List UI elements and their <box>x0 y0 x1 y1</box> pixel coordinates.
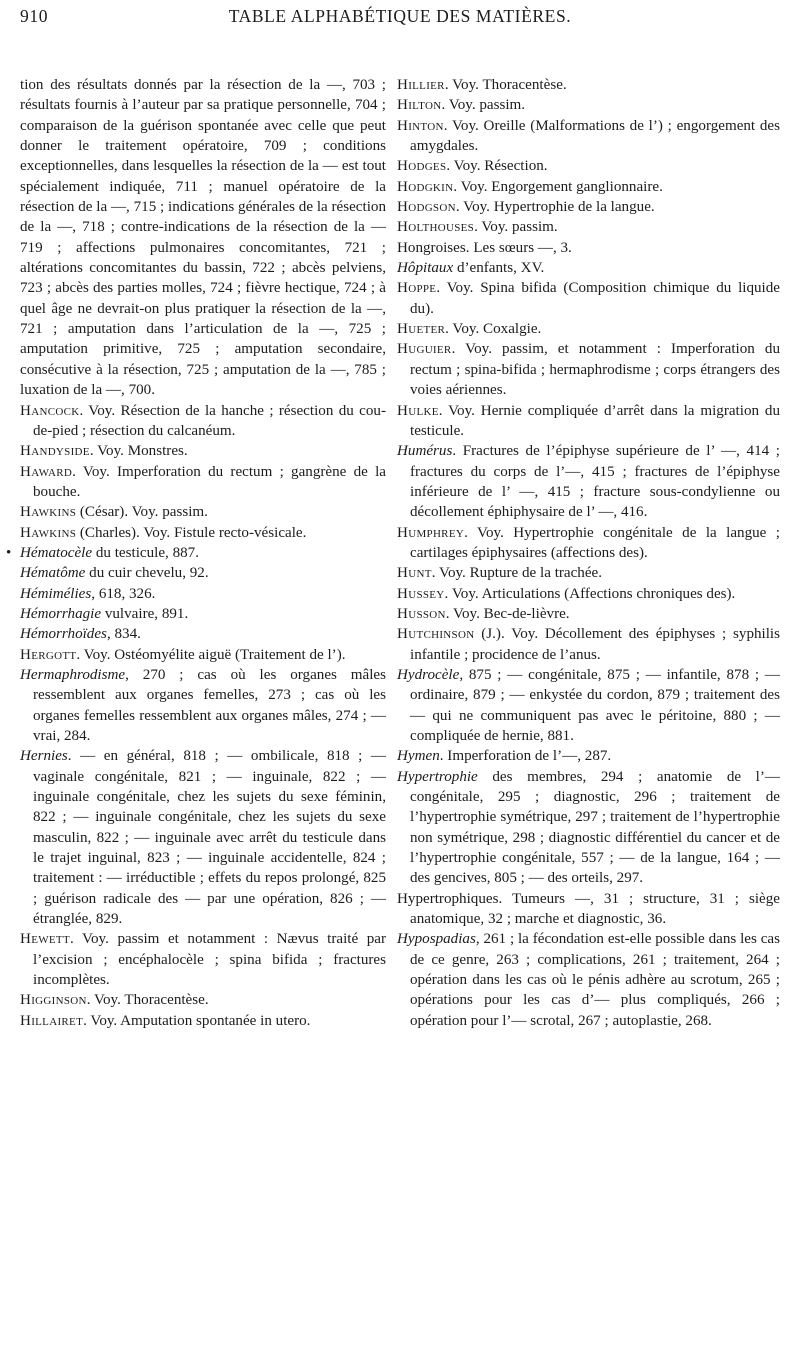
entry-heading: Hawkins <box>20 524 77 541</box>
index-entry <box>20 563 386 583</box>
entry-text: . Voy. Thoracentèse. <box>86 992 209 1009</box>
entry-text: . Voy. Coxalgie. <box>445 321 542 338</box>
entry-heading: Hutchinson <box>397 626 475 643</box>
entry-text: . Fractures de l’épiphyse supérieure de l’ —, 414 ; fractures du corps de l’—, 415 ; fractures de l’épiphyse inférieure de l’ —, 415 ; fracture sous-condylienne ou décollement éphiphysaire de l’ —, 416. <box>410 443 780 521</box>
index-entry <box>20 665 386 746</box>
entry-heading: Hypospadias <box>397 931 476 948</box>
index-entry <box>397 767 780 889</box>
index-entry <box>20 746 386 929</box>
entry-text: (César). Voy. passim. <box>76 504 208 521</box>
index-entry <box>397 401 780 442</box>
entry-heading: Hunt <box>397 565 432 582</box>
entry-text: . Voy. Articulations (Affections chroniques des). <box>444 585 736 602</box>
page-header <box>20 6 780 32</box>
index-entry <box>20 990 386 1010</box>
index-entry <box>397 217 780 237</box>
entry-text: (J.). Voy. Décollement des épiphyses ; syphilis infantile ; procidence de l’anus. <box>410 626 780 663</box>
entry-text: tion des résultats donnés par la résection de la —, 703 ; résultats fournis à l’auteur par sa pratique personnelle, 704 ; comparaison de la guérison spontanée avec celle que peut donner le traitement opératoire, 709 ; conditions exceptionnelles, dans lesquelles la résection de la — est tout spécialement indiquée, 711 ; manuel opératoire de la résection de la —, 715 ; indications générales de la résection de la —, 718 ; contre-indications de la résection de la — 719 ; affections pulmonaires concomitantes, 721 ; altérations concomitantes du bassin, 722 ; abcès pelviens, 723 ; abcès des parties molles, 724 ; fièvre hectique, 724 ; à quel âge ne devrait-on plus pratiquer la résection de la —, 721 ; amputation dans l’articulation de la —, 725 ; amputation primitive, 725 ; amputation secondaire, consécutive à la résection, 725 ; amputation de la —, 785 ; luxation de la —, 700. <box>20 77 386 399</box>
index-entry <box>397 624 780 665</box>
index-entry <box>20 1011 386 1031</box>
entry-text: . Voy. Monstres. <box>89 443 188 460</box>
entry-text: . Les sœurs —, 3. <box>465 239 572 256</box>
index-entry <box>397 339 780 400</box>
entry-heading: Hématocèle <box>20 544 93 561</box>
entry-text: des membres, 294 ; anatomie de l’— congénitale, 295 ; diagnostic, 296 ; traitement de l’hypertrophie symétrique, 297 ; traitement de l’hypertrophie non symétrique, 298 ; diagnostic différentiel du cancer et de l’hypertrophie congénitale, 557 ; — de la langue, 164 ; — des gencives, 805 ; — des orteils, 297. <box>410 768 780 887</box>
entry-heading: Huguier <box>397 341 452 358</box>
entry-text: . Voy. passim, et notamment : Imperforation du rectum ; spina-bifida ; hermaphrodisme ; corps étrangers des voies aériennes. <box>410 341 780 399</box>
entry-heading: Hergott <box>20 646 77 663</box>
index-entry <box>20 584 386 604</box>
entry-heading: Hilton <box>397 97 442 114</box>
entry-heading: Hussey <box>397 585 445 602</box>
entry-text: . Voy. Thoracentèse. <box>444 77 567 93</box>
entry-text: . Voy. Résection. <box>446 158 548 175</box>
index-entry <box>20 462 386 503</box>
entry-heading: Hodgson <box>397 199 456 216</box>
entry-heading: Hémorrhagie <box>20 605 102 622</box>
entry-text: . Voy. Oreille (Malformations de l’) ; engorgement des amygdales. <box>410 117 780 155</box>
entry-text: du cuir chevelu, 92. <box>85 565 209 582</box>
index-entry <box>397 929 780 1031</box>
index-column-left <box>6 75 386 1031</box>
entry-heading: Hermaphrodisme <box>20 666 126 683</box>
index-entry <box>397 441 780 522</box>
entry-text: d’enfants, XV. <box>453 260 545 277</box>
index-entry <box>20 604 386 624</box>
entry-text: . Voy. passim. <box>474 219 558 236</box>
index-entry <box>397 238 780 258</box>
index-entry <box>397 584 780 604</box>
index-entry <box>397 258 780 278</box>
index-entry <box>397 665 780 746</box>
entry-heading: Husson <box>397 605 446 622</box>
entry-heading: Hypertrophiques <box>397 890 499 907</box>
index-entry <box>397 177 780 197</box>
running-title: TABLE ALPHABÉTIQUE DES MATIÈRES. <box>228 6 572 26</box>
entry-text: , 834. <box>106 626 141 643</box>
entry-heading: Hématôme <box>20 565 86 582</box>
entry-heading: Hoppe <box>397 280 437 297</box>
index-entry <box>397 889 780 930</box>
entry-heading: Hongroises <box>397 239 466 256</box>
entry-text: vulvaire, 891. <box>101 605 189 622</box>
page-number: 910 <box>20 6 49 26</box>
index-entry <box>20 645 386 665</box>
entry-heading: Humérus <box>397 443 453 460</box>
entry-text: . — en général, 818 ; — ombilicale, 818 ; — vaginale congénitale, 821 ; — inguinale, 822 ; — inguinale congénitale, chez les sujets du sexe féminin, 822 ; — inguinale congénitale, chez les sujets du sexe masculin, 822 ; — inguinale avec arrêt du testicule dans le trajet inguinal, 823 ; — inguinale accidentelle, 824 ; traitement : — irréductible ; effets du repos prolongé, 825 ; guérison radicale des — par une opération, 826 ; — étranglée, 829. <box>33 748 386 928</box>
entry-heading: Hueter <box>397 321 446 338</box>
index-entry <box>397 604 780 624</box>
entry-heading: Hémimélies <box>20 585 92 602</box>
index-entry <box>397 563 780 583</box>
entry-text: . Voy. Ostéomyélite aiguë (Traitement de l’). <box>76 646 346 663</box>
entry-heading: Hillier <box>397 77 445 93</box>
entry-text: du testicule, 887. <box>92 544 199 561</box>
entry-text: . Voy. Résection de la hanche ; résection du cou-de-pied ; résection du calcanéum. <box>33 402 386 439</box>
entry-text: . Voy. Engorgement ganglionnaire. <box>453 178 663 195</box>
entry-text: . Imperforation de l’—, 287. <box>439 748 612 765</box>
index-entry <box>397 319 780 339</box>
entry-heading: Hodges <box>397 158 447 175</box>
entry-heading: Hydrocèle <box>397 666 460 683</box>
index-entry <box>397 523 780 564</box>
entry-heading: Humphrey <box>397 524 465 541</box>
entry-heading: Hewett <box>20 931 70 948</box>
entry-heading: Higginson <box>20 992 87 1009</box>
entry-text: , 875 ; — congénitale, 875 ; — infantile, 878 ; — ordinaire, 879 ; — enkystée du cordon, 879 ; traitement des — qui ne communiquent pas avec le péritoine, 880 ; — compliquée de hernie, 881. <box>410 666 780 744</box>
entry-heading: Hawkins <box>20 504 77 521</box>
index-entry <box>397 116 780 157</box>
index-entry <box>6 543 386 563</box>
bullet-mark: • <box>6 544 12 561</box>
index-entry <box>397 197 780 217</box>
entry-heading: Hymen <box>397 748 440 765</box>
entry-text: . Voy. Hypertrophie de la langue. <box>455 199 655 216</box>
index-entry <box>397 278 780 319</box>
entry-text: . Voy. Imperforation du rectum ; gangrène de la bouche. <box>33 463 386 500</box>
entry-text: . Voy. Bec-de-lièvre. <box>445 605 570 622</box>
index-entry <box>20 523 386 543</box>
index-entry <box>397 746 780 766</box>
index-entry <box>20 75 386 401</box>
entry-text: , 270 ; cas où les organes mâles ressemblent aux organes femelles, 273 ; cas où les organes femelles ressemblent aux organes mâles, 274 ; — vrai, 284. <box>33 666 386 744</box>
entry-heading: Hulke <box>397 402 439 419</box>
entry-heading: Hillairet <box>20 1012 84 1029</box>
entry-text: . Voy. Amputation spontanée in utero. <box>83 1012 311 1029</box>
index-entry <box>20 441 386 461</box>
entry-text: . Voy. Hernie compliquée d’arrêt dans la migration du testicule. <box>410 402 780 439</box>
entry-heading: Holthouses <box>397 219 475 236</box>
index-column-right <box>397 75 780 1031</box>
index-entry <box>397 95 780 115</box>
entry-heading: Hancock <box>20 402 80 419</box>
index-entry <box>20 401 386 442</box>
entry-text: . Voy. Hypertrophie congénitale de la langue ; cartilages épiphysaires (affections des). <box>410 524 780 561</box>
entry-text: . Voy. passim et notamment : Nævus traité par l’excision ; encéphalocèle ; spina bifida ; fractures incomplètes. <box>33 931 386 989</box>
entry-heading: Hernies <box>20 748 68 765</box>
entry-heading: Hémorrhoïdes <box>20 626 107 643</box>
entry-text: (Charles). Voy. Fistule recto-vésicale. <box>76 524 307 541</box>
index-entry <box>397 156 780 176</box>
entry-heading: Hypertrophie <box>397 768 478 785</box>
entry-text: , 261 ; la fécondation est-elle possible dans les cas de ce genre, 263 ; complications, 261 ; traitement, 264 ; opération dans les cas où le pénis adhère au scrotum, 265 ; opérations pour les cas d’— plus compliqués, 266 ; opération pour l’— scrotal, 267 ; autoplastie, 268. <box>410 931 780 1029</box>
entry-heading: Haward <box>20 463 73 480</box>
entry-heading: Hôpitaux <box>397 260 454 277</box>
entry-text: . Voy. Rupture de la trachée. <box>431 565 603 582</box>
index-entry <box>397 75 780 95</box>
index-entry <box>20 624 386 644</box>
index-entry <box>20 502 386 522</box>
entry-text: . Voy. passim. <box>441 97 526 114</box>
index-entry <box>20 929 386 990</box>
entry-heading: Hinton <box>397 117 444 134</box>
entry-text: . Tumeurs —, 31 ; structure, 31 ; siège anatomique, 32 ; marche et diagnostic, 36. <box>410 890 780 928</box>
entry-text: , 618, 326. <box>91 585 156 602</box>
entry-heading: Hodgkin <box>397 178 454 195</box>
entry-text: . Voy. Spina bifida (Composition chimique du liquide du). <box>410 280 780 317</box>
entry-heading: Handyside <box>20 443 90 460</box>
